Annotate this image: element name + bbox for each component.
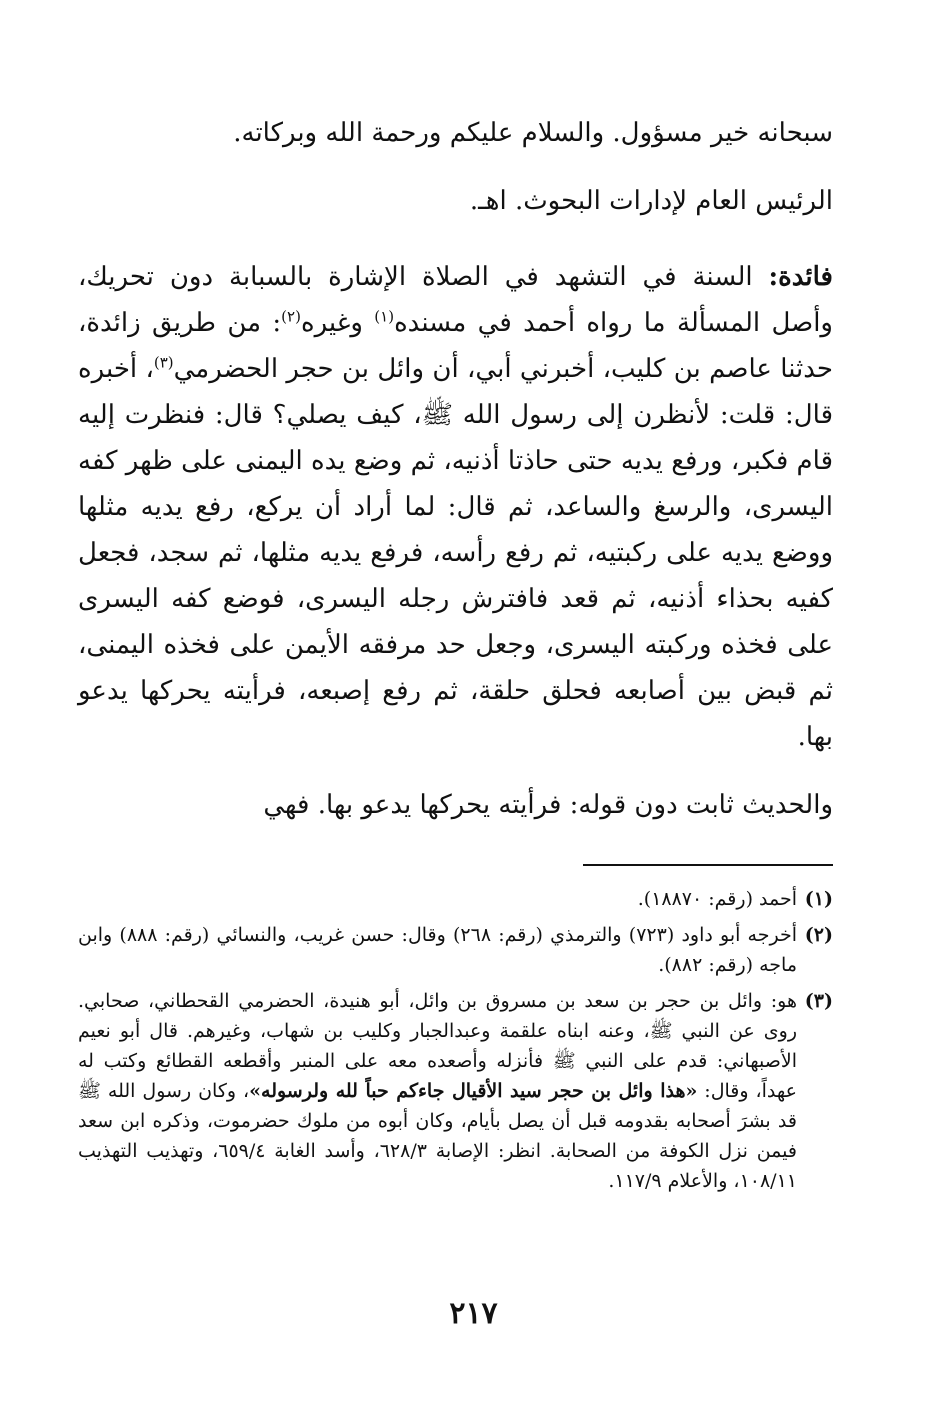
- footnote-1-number: (١): [804, 888, 833, 910]
- intro-line-2: الرئيس العام لإدارات البحوث. اهـ.: [469, 186, 833, 216]
- footnote-1-text: أحمد (رقم: ١٨٨٧٠).: [637, 888, 797, 910]
- page-number: ٢١٧: [449, 1296, 498, 1331]
- footnote-ref-1[interactable]: (١): [374, 307, 395, 326]
- footnote-2-number: (٢): [804, 924, 833, 946]
- footnotes: [78, 884, 833, 1196]
- footnote-divider: [583, 864, 833, 866]
- page-body: [78, 110, 833, 1202]
- footnote-ref-3[interactable]: (٣): [153, 353, 174, 372]
- faida-text-2: وغيره: [300, 308, 375, 338]
- faida-text-1: السنة في التشهد في الصلاة الإشارة بالسبابة دون تحريك، وأصل المسألة ما رواه أحمد في مسنده: [78, 262, 833, 338]
- faida-paragraph: [78, 254, 833, 760]
- footnote-ref-2[interactable]: (٢): [281, 307, 301, 326]
- faida-text-3: : من طريق زائدة، حدثنا عاصم بن كليب، أخبرني أبي، أن وائل بن حجر الحضرمي: [78, 308, 834, 384]
- intro-line-1: سبحانه خير مسؤول. والسلام عليكم ورحمة الله وبركاته.: [233, 118, 833, 148]
- footnote-1: [78, 884, 833, 914]
- footnote-divider-area: [78, 864, 833, 866]
- footnote-3-number: (٣): [804, 990, 833, 1012]
- faida-label: فائدة:: [768, 262, 833, 292]
- faida-text-4: ، أخبره قال: قلت: لأنظرن إلى رسول الله ﷺ، كيف يصلي؟ قال: فنظرت إليه قام فكبر، ورفع يديه حتى حاذتا أذنيه، ثم وضع يده اليمنى على ظهر كفه اليسرى، والرسغ والساعد، ثم قال: لما أراد أن يركع، رفع يديه مثلها ووضع يديه على ركبتيه، ثم رفع رأسه، فرفع يديه مثلها، ثم سجد، فجعل كفيه بحذاء أذنيه، ثم قعد فافترش رجله اليسرى، فوضع كفه اليسرى على فخذه وركبته اليسرى، وجعل حد مرفقه الأيمن على فخذه اليمنى، ثم قبض بين أصابعه فحلق حلقة، ثم رفع إصبعه، فرأيته يحركها يدعو بها.: [78, 354, 833, 752]
- footnote-3: [78, 986, 833, 1196]
- footnote-3-text-b: ، وكان رسول الله ﷺ قد بشرَ أصحابه بقدومه قبل أن يصل بأيام، وكان أبوه من ملوك حضرموت، وذكره ابن سعد فيمن نزل الكوفة من الصحابة. انظر: الإصابة ٦٢٨/٣، وأسد الغابة ٦٥٩/٤، وتهذيب التهذيب ١٠٨/١١، والأعلام ١١٧/٩.: [78, 1080, 797, 1192]
- footnote-3-quote: «هذا وائل بن حجر سيد الأقيال جاءكم حباً لله ولرسوله»: [249, 1080, 698, 1102]
- footnote-2-text: أخرجه أبو داود (٧٢٣) والترمذي (رقم: ٢٦٨) وقال: حسن غريب، والنسائي (رقم: ٨٨٨) وابن ماجه (رقم: ٨٨٢).: [78, 924, 798, 976]
- footnote-3-text: [78, 986, 797, 1196]
- footnote-3-text-a: هو: وائل بن حجر بن سعد بن مسروق بن وائل، أبو هنيدة، الحضرمي القحطاني، صحابي. روى عن النبي ﷺ، وعنه ابناه علقمة وعبدالجبار وكليب بن شهاب، وغيرهم. قال أبو نعيم الأصبهاني: قدم على النبي ﷺ فأنزله وأصعده معه على المنبر وأقطعه القطائع وكتب له عهداً، وقال:: [78, 990, 797, 1102]
- continuation-paragraph: والحديث ثابت دون قوله: فرأيته يحركها يدعو بها. فهي: [263, 790, 833, 820]
- footnote-2: [78, 920, 833, 980]
